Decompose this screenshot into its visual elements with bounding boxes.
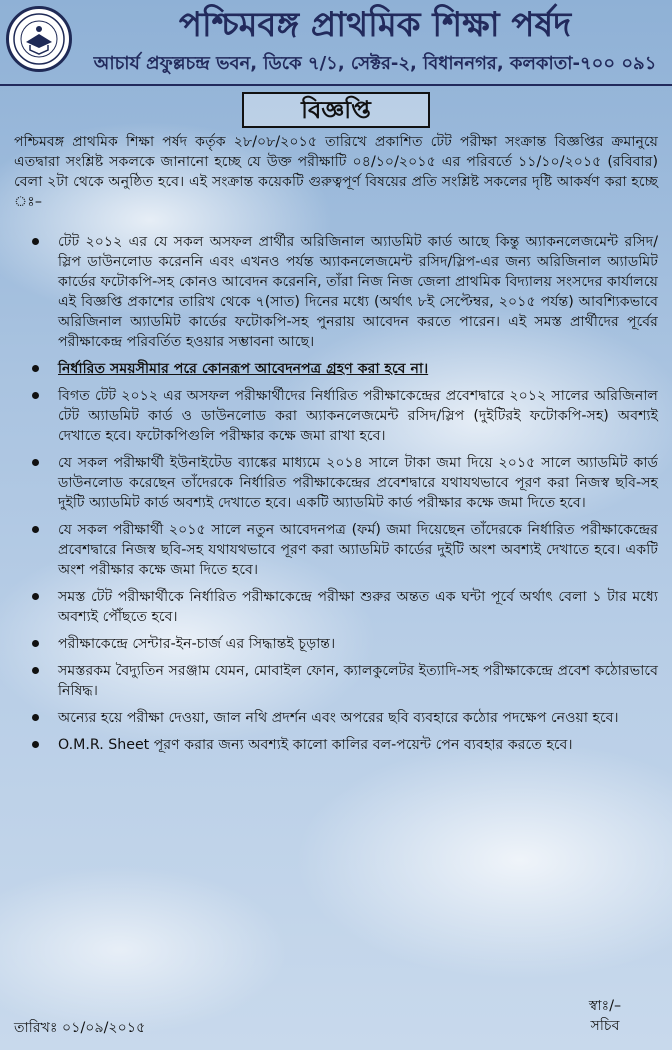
board-address: আচার্য প্রফুল্লচন্দ্র ভবন, ডিকে ৭/১, সেক্টর-২, বিধাননগর, কলকাতা-৭০০ ০৯১ bbox=[93, 53, 657, 74]
list-item-text: যে সকল পরীক্ষার্থী ইউনাইটেড ব্যাঙ্কের মাধ্যমে ২০১৪ সালে টাকা জমা দিয়ে ২০১৫ সালে অ্যাডমিট কার্ড ডাউনলোড করেছেন তাঁদেরকে নির্ধারিত পরীক্ষাকেন্দ্রের প্রবেশদ্বারে যথাযথভাবে পূরণ করা নিজস্ব ছবি-সহ দুইটি অ্যাডমিট কার্ড অবশ্যই দেখাতে হবে। একটি অ্যাডমিট কার্ড পরীক্ষার কক্ষে জমা দিতে হবে। bbox=[58, 455, 658, 511]
board-seal-icon bbox=[6, 6, 72, 72]
list-item-text: সমস্ত টেট পরীক্ষার্থীকে নির্ধারিত পরীক্ষাকেন্দ্রে পরীক্ষা শুরুর অন্তত এক ঘন্টা পূর্বে অর্থাৎ বেলা ১ টার মধ্যে অবশ্যই পৌঁছতে হবে। bbox=[58, 589, 658, 625]
list-item bbox=[14, 634, 658, 654]
bullet-icon bbox=[32, 593, 39, 600]
list-item-text: সমস্তরকম বৈদ্যুতিন সরঞ্জাম যেমন, মোবাইল ফোন, ক্যালকুলেটর ইত্যাদি-সহ পরীক্ষাকেন্দ্রে প্রবেশ কঠোরভাবে নিষিদ্ধ। bbox=[58, 663, 658, 699]
list-item bbox=[14, 453, 658, 513]
list-item bbox=[14, 359, 658, 379]
page-header bbox=[0, 0, 672, 86]
list-item-text: O.M.R. Sheet পূরণ করার জন্য অবশ্যই কালো কালির বল-পয়েন্ট পেন ব্যবহার করতে হবে। bbox=[58, 737, 573, 753]
list-item bbox=[14, 386, 658, 446]
bullet-icon bbox=[32, 238, 39, 245]
signature-label: স্বাঃ/– bbox=[588, 998, 622, 1014]
bullet-icon bbox=[32, 640, 39, 647]
notice-date: তারিখঃ ০১/০৯/২০১৫ bbox=[14, 1020, 146, 1036]
list-item bbox=[14, 735, 658, 755]
list-item bbox=[14, 520, 658, 580]
bullet-icon bbox=[32, 526, 39, 533]
list-item bbox=[14, 708, 658, 728]
list-item bbox=[14, 587, 658, 627]
bullet-icon bbox=[32, 667, 39, 674]
list-item bbox=[14, 232, 658, 352]
list-item-text: অন্যের হয়ে পরীক্ষা দেওয়া, জাল নথি প্রদর্শন এবং অপরের ছবি ব্যবহারে কঠোর পদক্ষেপ নেওয়া হবে। bbox=[58, 710, 619, 726]
bullet-icon bbox=[32, 459, 39, 466]
signature-block bbox=[560, 996, 650, 1036]
notice-title: বিজ্ঞপ্তি bbox=[242, 92, 430, 128]
notice-intro: পশ্চিমবঙ্গ প্রাথমিক শিক্ষা পর্ষদ কর্তৃক ২৮/০৮/২০১৫ তারিখে প্রকাশিত টেট পরীক্ষা সংক্রান্ত বিজ্ঞপ্তির ক্রমানুয়ে এতদ্বারা সংশ্লিষ্ট সকলকে জানানো হচ্ছে যে উক্ত পরীক্ষাটি ০৪/১০/২০১৫ এর পরিবর্তে ১১/১০/২০১৫ (রবিবার) বেলা ২টা থেকে অনুষ্ঠিত হবে। এই সংক্রান্ত কয়েকটি গুরুত্বপূর্ণ বিষয়ের প্রতি সংশ্লিষ্ট সকলের দৃষ্টি আকর্ষণ করা হচ্ছে ঃ– bbox=[14, 134, 658, 210]
list-item bbox=[14, 661, 658, 701]
bullet-icon bbox=[32, 741, 39, 748]
header-divider bbox=[0, 84, 672, 86]
bullet-icon bbox=[32, 365, 39, 372]
list-item-text: যে সকল পরীক্ষার্থী ২০১৫ সালে নতুন আবেদনপত্র (ফর্ম) জমা দিয়েছেন তাঁদেরকে নির্ধারিত পরীক্ষাকেন্দ্রের প্রবেশদ্বারে নিজস্ব ছবি-সহ যথাযথভাবে পূরণ করা অ্যাডমিট কার্ডের দুইটি অংশ অবশ্যই দেখাতে হবে। একটি অংশ পরীক্ষার কক্ষে জমা দিতে হবে। bbox=[58, 522, 658, 578]
notice-list bbox=[14, 232, 658, 762]
list-item-text: টেট ২০১২ এর যে সকল অসফল প্রার্থীর অরিজিনাল অ্যাডমিট কার্ড আছে কিন্তু অ্যাকনলেজমেন্ট রসিদ/স্লিপ ডাউনলোড করেননি এবং এখনও পর্যন্ত অ্যাকনলেজমেন্ট রসিদ/স্লিপ-এর জন্য অরিজিনাল অ্যাডমিট কার্ডের ফটোকপি-সহ কোনও আবেদন করেননি, তাঁরা নিজ নিজ জেলা প্রাথমিক বিদ্যালয় সংসদের কার্যালয়ে এই বিজ্ঞপ্তি প্রকাশের তারিখ থেকে ৭(সাত) দিনের মধ্যে (অর্থাৎ ৮ই সেপ্টেম্বর, ২০১৫ পর্যন্ত) আবশ্যিকভাবে অরিজিনাল অ্যাডমিট কার্ডের ফটোকপি-সহ পুনরায় আবেদন করতে পারেন। এই সমস্ত প্রার্থীদের পূর্বের পরীক্ষাকেন্দ্র পরিবর্তিত হওয়ার সম্ভাবনা আছে। bbox=[58, 234, 658, 350]
list-item-text: বিগত টেট ২০১২ এর অসফল পরীক্ষার্থীদের নির্ধারিত পরীক্ষাকেন্দ্রের প্রবেশদ্বারে ২০১২ সালের অরিজিনাল টেট অ্যাডমিট কার্ড ও ডাউনলোড করা অ্যাকনলেজমেন্ট রসিদ/স্লিপ (দুইটিরই ফটোকপি-সহ) অবশ্যই দেখাতে হবে। ফটোকপিগুলি পরীক্ষার কক্ষে জমা রাখা হবে। bbox=[58, 388, 658, 444]
bullet-icon bbox=[32, 714, 39, 721]
list-item-text: পরীক্ষাকেন্দ্রে সেন্টার-ইন-চার্জ এর সিদ্ধান্তই চূড়ান্ত। bbox=[58, 636, 336, 652]
bullet-icon bbox=[32, 392, 39, 399]
list-item-text: নির্ধারিত সময়সীমার পরে কোনরূপ আবেদনপত্র গ্রহণ করা হবে না। bbox=[58, 361, 429, 377]
board-name: পশ্চিমবঙ্গ প্রাথমিক শিক্ষা পর্ষদ bbox=[178, 5, 572, 45]
signatory-title: সচিব bbox=[590, 1018, 620, 1034]
